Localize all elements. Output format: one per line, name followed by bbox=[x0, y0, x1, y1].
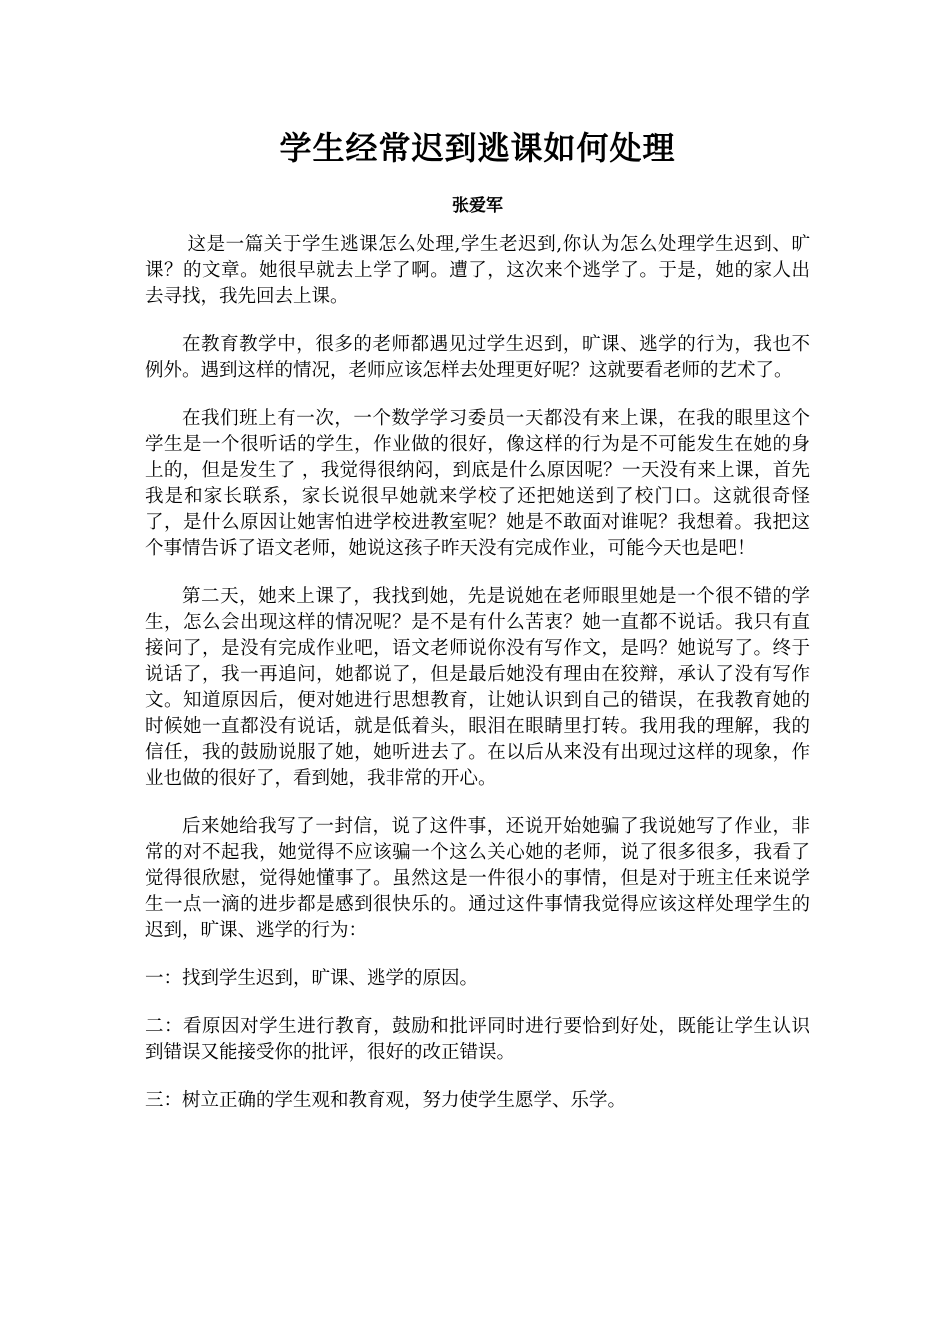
list-item-point-2: 二：看原因对学生进行教育，鼓励和批评同时进行要恰到好处，既能让学生认识到错误又能接受你的批评，很好的改正错误。 bbox=[145, 1016, 810, 1063]
paragraph-intro: 这是一篇关于学生逃课怎么处理,学生老迟到,你认为怎么处理学生迟到、旷课？的文章。她很早就去上学了啊。遭了，这次来个逃学了。于是，她的家人出去寻找，我先回去上课。 bbox=[145, 234, 810, 307]
list-item-point-1: 一：找到学生迟到，旷课、逃学的原因。 bbox=[145, 968, 479, 989]
paragraph-context: 在教育教学中，很多的老师都遇见过学生迟到，旷课、逃学的行为，我也不例外。遇到这样的情况，老师应该怎样去处理更好呢？这就要看老师的艺术了。 bbox=[145, 334, 810, 381]
list-item-point-3: 三：树立正确的学生观和教育观，努力使学生愿学、乐学。 bbox=[145, 1090, 627, 1111]
paragraph-conversation: 第二天，她来上课了，我找到她，先是说她在老师眼里她是一个很不错的学生，怎么会出现这样的情况呢？是不是有什么苦衷？她一直都不说话。我只有直接问了，是没有完成作业吧，语文老师说你没有写作文，是吗？她说写了。终于说话了，我一再追问，她都说了，但是最后她没有理由在狡辩，承认了没有写作文。知道原因后，便对她进行思想教育，让她认识到自己的错误，在我教育她的时候她一直都没有说话，就是低着头，眼泪在眼睛里打转。我用我的理解，我的信任，我的鼓励说服了她，她听进去了。在以后从来没有出现过这样的现象，作业也做的很好了，看到她，我非常的开心。 bbox=[145, 586, 810, 789]
document-title: 学生经常迟到逃课如何处理 bbox=[279, 129, 676, 167]
document-page bbox=[145, 118, 810, 1136]
paragraph-incident: 在我们班上有一次，一个数学学习委员一天都没有来上课，在我的眼里这个学生是一个很听话的学生，作业做的很好，像这样的行为是不可能发生在她的身上的，但是发生了 ，我觉得很纳闷，到底是什么原因呢？一天没有来上课，首先我是和家长联系，家长说很早她就来学校了还把她送到了校门口。这就很奇怪了，是什么原因让她害怕进学校进教室呢？她是不敢面对谁呢？我想着。我把这个事情告诉了语文老师，她说这孩子昨天没有完成作业，可能今天也是吧！ bbox=[145, 408, 810, 559]
author-name: 张爱军 bbox=[452, 196, 503, 216]
paragraph-letter: 后来她给我写了一封信，说了这件事，还说开始她骗了我说她写了作业，非常的对不起我，她觉得不应该骗一个这么关心她的老师，说了很多很多，我看了觉得很欣慰，觉得她懂事了。虽然这是一件很小的事情，但是对于班主任来说学生一点一滴的进步都是感到很快乐的。通过这件事情我觉得应该这样处理学生的迟到，旷课、逃学的行为： bbox=[145, 816, 810, 941]
